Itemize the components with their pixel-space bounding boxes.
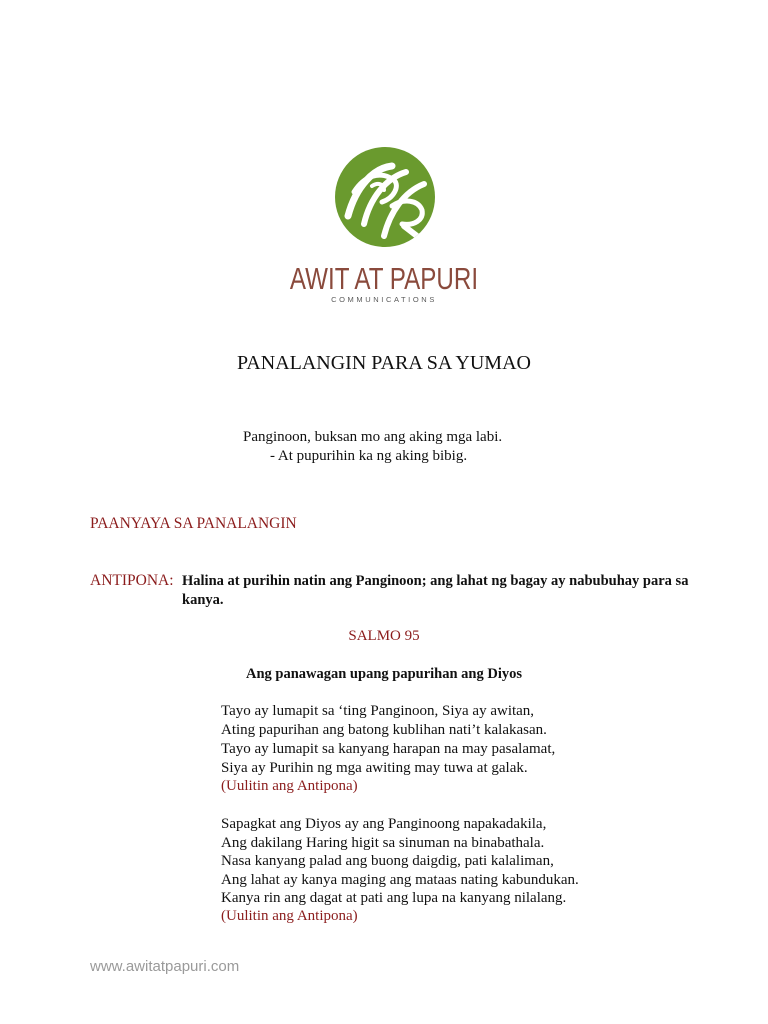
stanza-2-line-4: Ang lahat ay kanya maging ang mataas nating kabundukan. [221, 872, 579, 888]
brand-subtitle: COMMUNICATIONS [331, 295, 437, 304]
section-heading: PAANYAYA SA PANALANGIN [90, 515, 297, 532]
stanza-2-line-3: Nasa kanyang palad ang buong daigdig, pati kalaliman, [221, 853, 554, 869]
psalm-title: SALMO 95 [348, 628, 420, 644]
antiphon-label: ANTIPONA: [90, 572, 174, 589]
footer-website[interactable]: www.awitatpapuri.com [90, 958, 240, 975]
stanza-1-line-2: Ating papurihan ang batong kublihan nati’t kalakasan. [221, 722, 547, 738]
invitatory-line-2: - At pupurihin ka ng aking bibig. [270, 448, 468, 464]
brand-name: AWIT AT PAPURI [289, 261, 479, 296]
psalm-subtitle: Ang panawagan upang papurihan ang Diyos [245, 666, 522, 682]
logo-circle-icon [334, 146, 436, 248]
stanza-2-line-5: Kanya rin ang dagat at pati ang lupa na kanyang nilalang. [221, 890, 567, 906]
page-title: PANALANGIN PARA SA YUMAO [237, 352, 531, 374]
stanza-2-line-1: Sapagkat ang Diyos ay ang Panginoong napakadakila, [221, 816, 547, 832]
stanza-1-line-3: Tayo ay lumapit sa kanyang harapan na may pasalamat, [221, 741, 556, 757]
stanza-1-line-1: Tayo ay lumapit sa ‘ting Panginoon, Siya ay awitan, [221, 703, 535, 719]
stanza-2-line-2: Ang dakilang Haring higit sa sinuman na binabathala. [221, 835, 545, 851]
stanza-1-line-4: Siya ay Purihin ng mga awiting may tuwa at galak. [221, 760, 528, 776]
stanza-1-repeat: (Uulitin ang Antipona) [221, 778, 358, 794]
antiphon-text-line-2: kanya. [182, 592, 224, 608]
invitatory-line-1: Panginoon, buksan mo ang aking mga labi. [243, 429, 503, 445]
logo-mark [334, 146, 436, 248]
stanza-2-repeat: (Uulitin ang Antipona) [221, 908, 358, 924]
antiphon-text-line-1: Halina at purihin natin ang Panginoon; ang lahat ng bagay ay nabubuhay para sa [182, 573, 689, 589]
